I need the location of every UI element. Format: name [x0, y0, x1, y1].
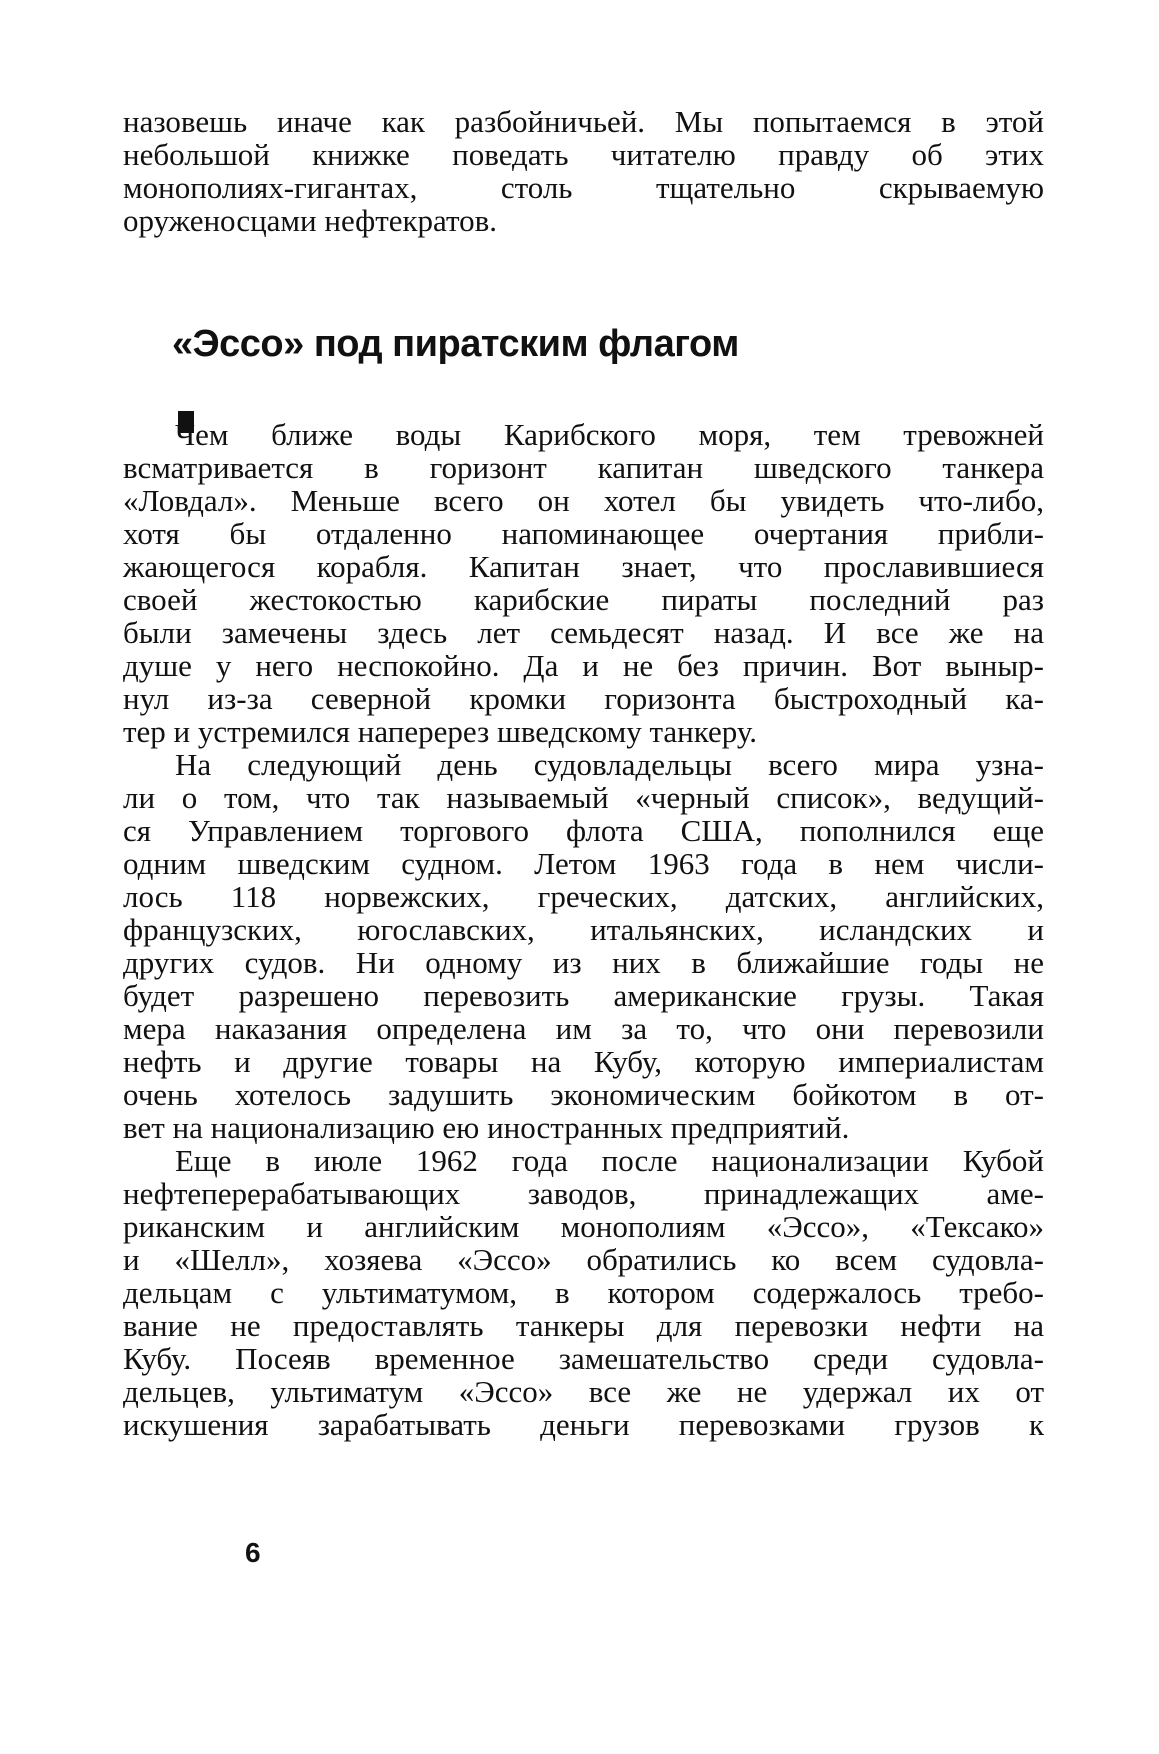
text-line: вание не предоставлять танкеры для перевозки нефти на [123, 1308, 1044, 1343]
text-line: и «Шелл», хозяева «Эссо» обратились ко всем судовла- [123, 1242, 1044, 1277]
text-line: небольшой книжке поведать читателю правду об этих [123, 137, 1044, 172]
text-line: были замечены здесь лет семьдесят назад. И все же на [123, 615, 1044, 650]
text-line: назовешь иначе как разбойничьей. Мы попытаемся в этой [123, 104, 1044, 139]
text-line: нефть и другие товары на Кубу, которую империалистам [123, 1044, 1044, 1079]
text-line: дельцев, ультиматум «Эссо» все же не удержал их от [123, 1374, 1044, 1409]
text-line: французских, югославских, итальянских, исландских и [123, 912, 1044, 947]
text-line: «Ловдал». Меньше всего он хотел бы увидеть что-либо, [123, 483, 1044, 518]
text-line: риканским и английским монополиям «Эссо», «Тексако» [123, 1209, 1044, 1244]
text-line: Кубу. Посеяв временное замешательство среди судовла- [123, 1341, 1044, 1376]
text-line: Чем ближе воды Карибского моря, тем тревожней [175, 417, 1044, 452]
text-line: вет на национализацию ею иностранных предприятий. [123, 1110, 850, 1145]
text-line: Еще в июле 1962 года после национализации Кубой [175, 1143, 1044, 1178]
text-line: ли о том, что так называемый «черный список», ведущий- [123, 780, 1044, 815]
text-line: душе у него неспокойно. Да и не без причин. Вот выныр- [123, 648, 1044, 683]
text-line: На следующий день судовладельцы всего мира узна- [175, 747, 1044, 782]
text-line: хотя бы отдаленно напоминающее очертания прибли- [123, 516, 1044, 551]
text-line: оруженосцами нефтекратов. [123, 203, 498, 238]
text-line: тер и устремился наперерез шведскому танкеру. [123, 714, 758, 749]
text-line: дельцам с ультиматумом, в котором содержалось требо- [123, 1275, 1044, 1310]
text-line: своей жестокостью карибские пираты последний раз [123, 582, 1044, 617]
text-line: монополиях-гигантах, столь тщательно скрываемую [123, 170, 1044, 205]
text-line: ся Управлением торгового флота США, пополнился еще [123, 813, 1044, 848]
text-line: других судов. Ни одному из них в ближайшие годы не [123, 945, 1044, 980]
text-line: лось 118 норвежских, греческих, датских, английских, [123, 879, 1044, 914]
text-line: мера наказания определена им за то, что они перевозили [123, 1011, 1044, 1046]
text-line: искушения зарабатывать деньги перевозками грузов к [123, 1407, 1044, 1442]
section-heading: «Эссо» под пиратским флагом [172, 323, 739, 365]
text-line: жающегося корабля. Капитан знает, что прославившиеся [123, 549, 1044, 584]
text-line: одним шведским судном. Летом 1963 года в нем числи- [123, 846, 1044, 881]
text-line: нефтеперерабатывающих заводов, принадлежащих аме- [123, 1176, 1044, 1211]
text-line: всматривается в горизонт капитан шведского танкера [123, 450, 1044, 485]
page-number: 6 [245, 1537, 261, 1568]
text-line: нул из-за северной кромки горизонта быстроходный ка- [123, 681, 1044, 716]
text-line: будет разрешено перевозить американские грузы. Такая [123, 978, 1044, 1013]
text-line: очень хотелось задушить экономическим бойкотом в от- [123, 1077, 1044, 1112]
